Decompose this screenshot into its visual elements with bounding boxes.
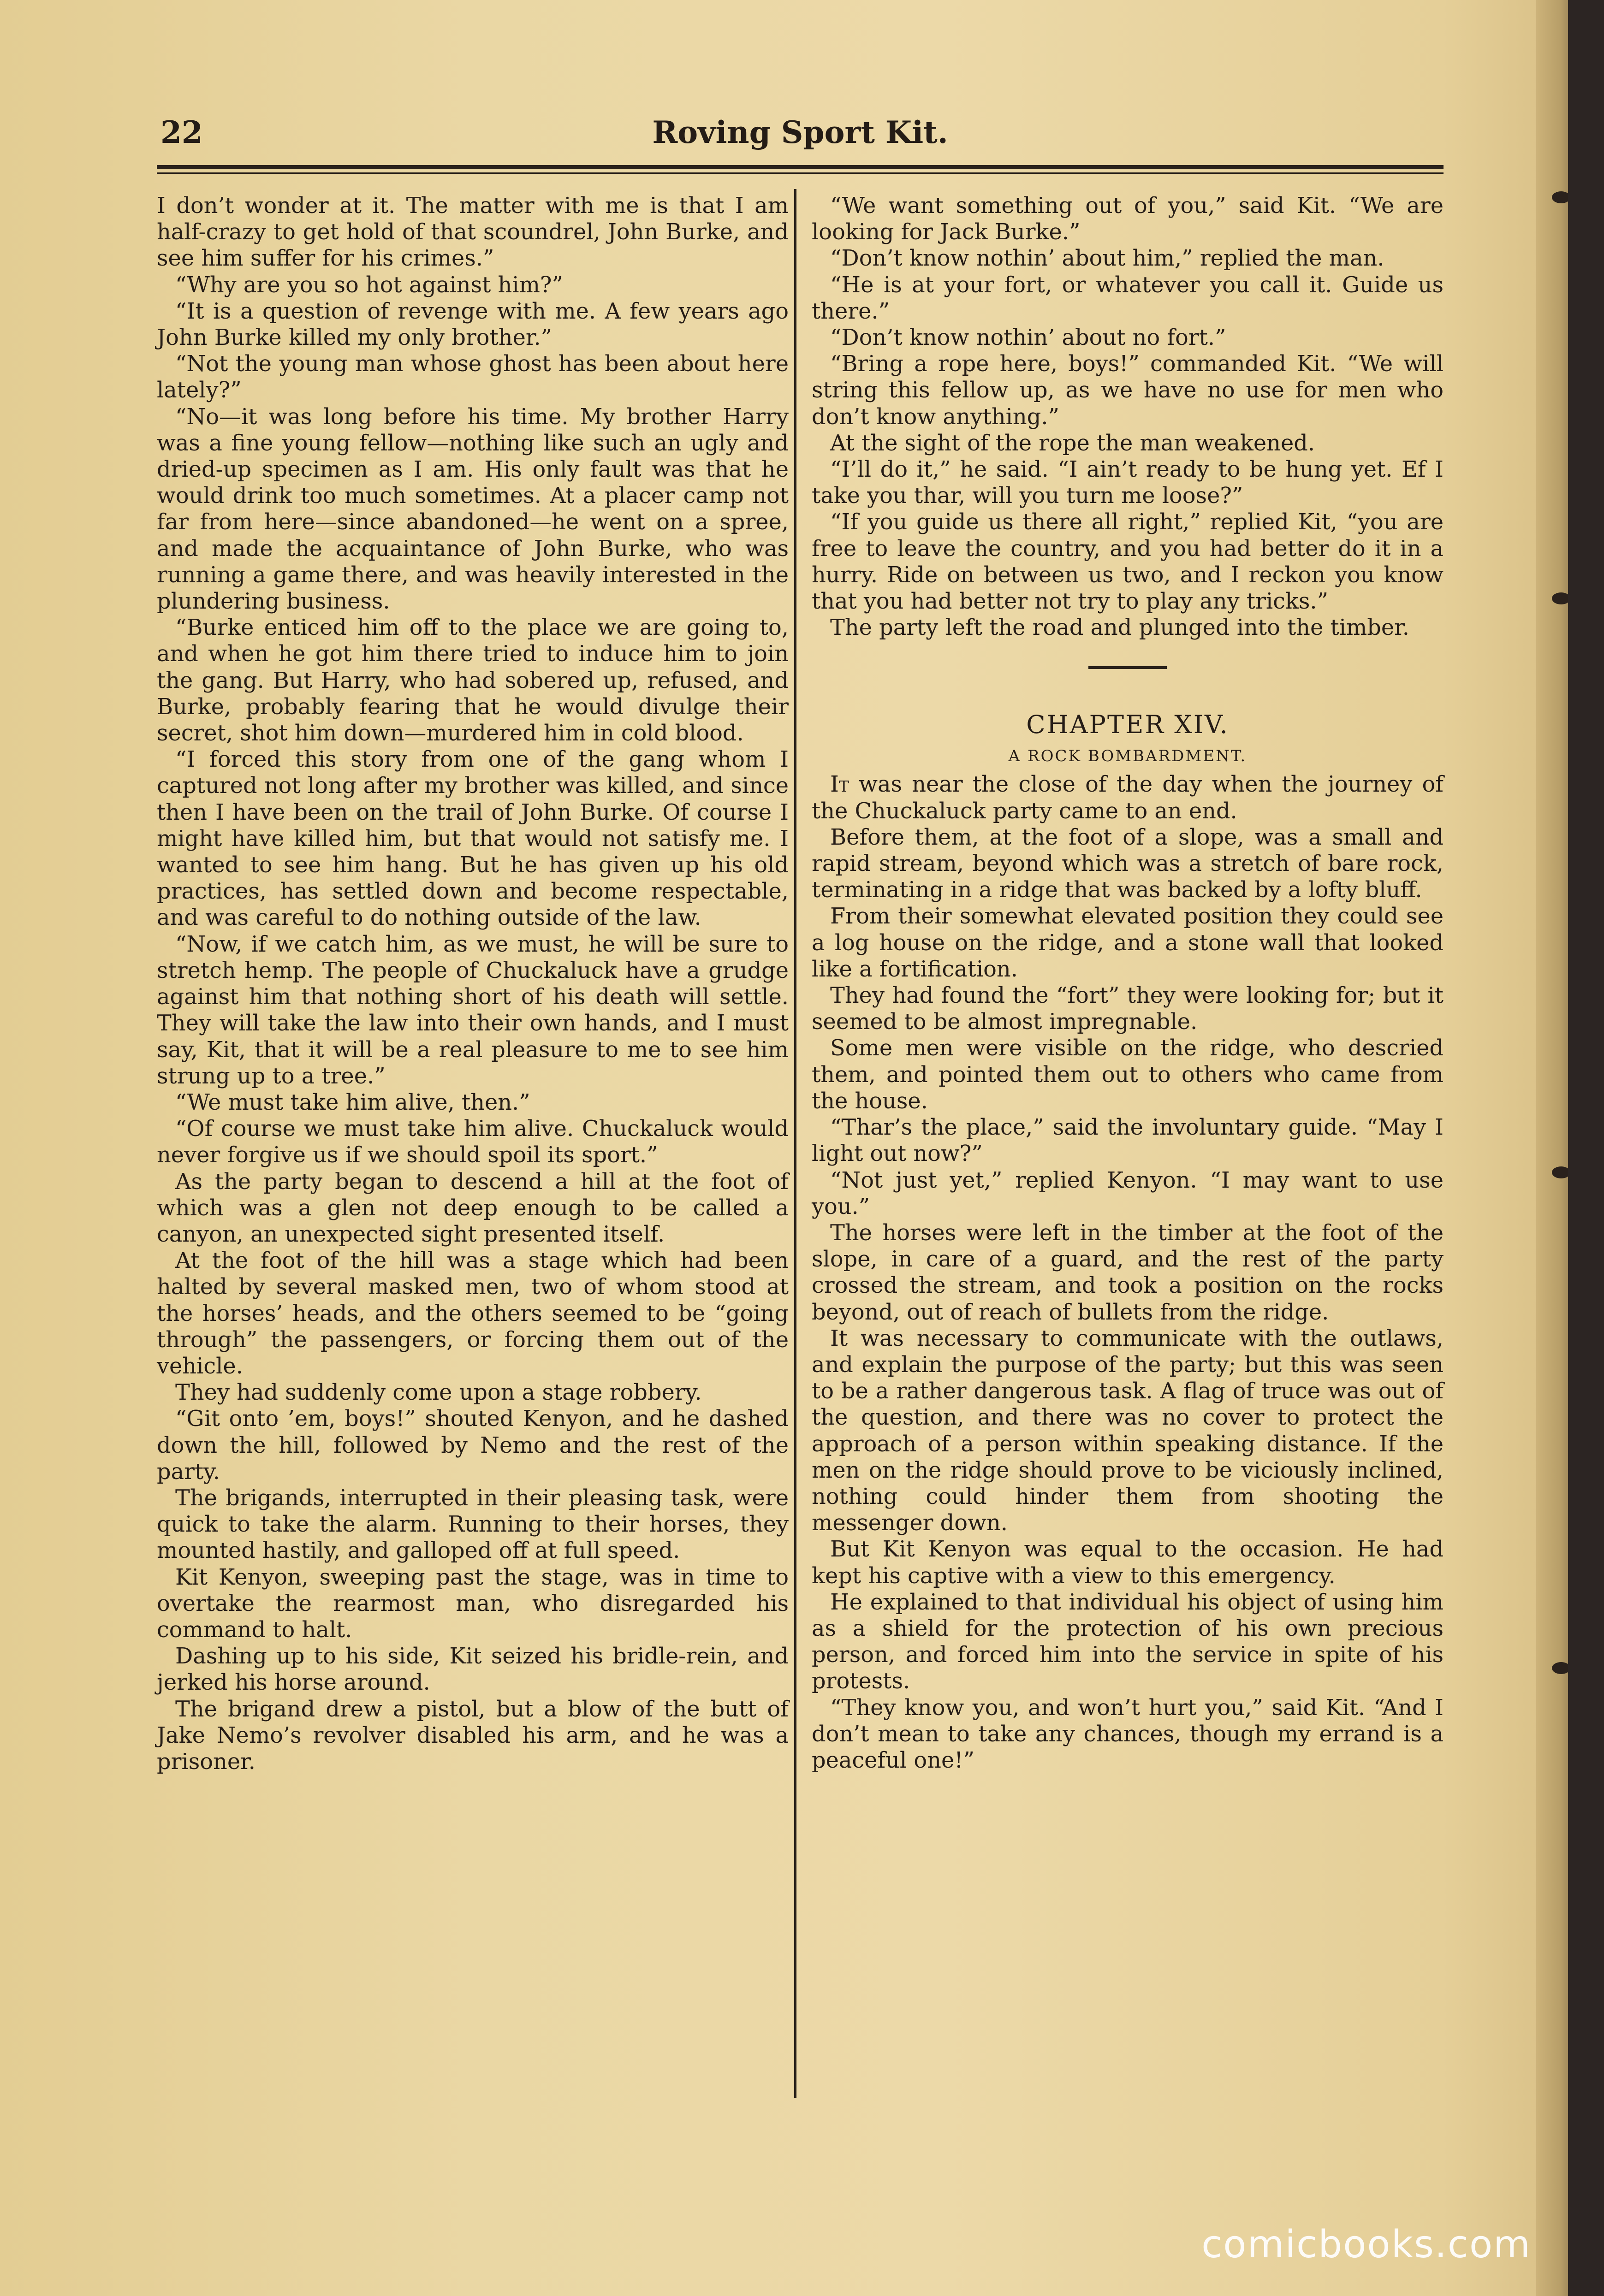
chapter-number: CHAPTER XIV.: [1026, 710, 1229, 740]
paragraph-text: As the party began to descend a hill at the foot of which was a glen not deep enough to be called a canyon, an unexpected sight presented itself.: [157, 1169, 789, 1247]
paragraph-text: “He is at your fort, or whatever you call it. Guide us there.”: [812, 272, 1444, 324]
small-caps-opening: It: [830, 772, 849, 798]
paragraph-text: “We want something out of you,” said Kit. “We are looking for Jack Burke.”: [812, 193, 1444, 245]
right-column-bottom: [812, 771, 1444, 1774]
paragraph-text: “Thar’s the place,” said the involuntary guide. “May I light out now?”: [812, 1115, 1444, 1167]
paragraph: [812, 615, 1444, 641]
paragraph-text: They had suddenly come upon a stage robbery.: [175, 1380, 702, 1406]
paragraph: [812, 193, 1444, 245]
paragraph-text: “I forced this story from one of the gang whom I captured not long after my brother was killed, and since then I have been on the trail of John Burke. Of course I might have killed him, but that would not satisfy me. I wanted to see him hang. But he has given up his old practices, has settled down and become respectable, and was careful to do nothing outside of the law.: [157, 747, 789, 931]
right-column-top: [812, 193, 1444, 641]
paragraph-text: The horses were left in the timber at the foot of the slope, in care of a guard, and the rest of the party crossed the stream, and took a position on the rocks beyond, out of reach of bullets from the ridge.: [812, 1220, 1444, 1325]
page-number: 22: [160, 114, 203, 150]
paragraph-text: “Now, if we catch him, as we must, he will be sure to stretch hemp. The people of Chuckaluck have a grudge against him that nothing short of his death will settle. They will take the law into their own hands, and I must say, Kit, that it will be a real pleasure to me to see him strung up to a tree.”: [157, 931, 789, 1089]
watermark: comicbooks.com: [1201, 2223, 1531, 2266]
paragraph: [812, 1220, 1444, 1326]
paragraph-text: Dashing up to his side, Kit seized his bridle-rein, and jerked his horse around.: [157, 1644, 789, 1696]
paragraph-text: “If you guide us there all right,” replied Kit, “you are free to leave the country, and you had better do it in a hurry. Ride on between us two, and I reckon you know that you had better not try to play any tricks.”: [812, 509, 1444, 615]
paragraph: [812, 1589, 1444, 1695]
paragraph: [812, 509, 1444, 615]
paragraph-text: The party left the road and plunged into the timber.: [830, 615, 1409, 641]
paragraph-text: At the foot of the hill was a stage which had been halted by several masked men, two of whom stood at the horses’ heads, and the others seemed to be “going through” the passengers, or forcing them out of the vehicle.: [157, 1248, 789, 1379]
paragraph: [157, 1696, 789, 1775]
paragraph: [812, 771, 1444, 824]
paragraph-text: Some men were visible on the ridge, who descried them, and pointed them out to others who came from the house.: [812, 1036, 1444, 1114]
paragraph: [157, 351, 789, 403]
column-divider: [794, 189, 796, 2098]
binding-hole: [1552, 191, 1568, 203]
paragraph-text: I don’t wonder at it. The matter with me is that I am half-crazy to get hold of that scoundrel, John Burke, and see him suffer for his crimes.”: [157, 193, 789, 272]
paragraph: [812, 1167, 1444, 1220]
paragraph-text: “They know you, and won’t hurt you,” said Kit. “And I don’t mean to take any chances, though my errand is a peaceful one!”: [812, 1695, 1444, 1773]
paragraph: [812, 1326, 1444, 1537]
paragraph-text: But Kit Kenyon was equal to the occasion. He had kept his captive with a view to this emergency.: [812, 1537, 1444, 1589]
right-column: [812, 193, 1444, 1774]
paragraph: [157, 1089, 789, 1116]
paragraph: [157, 1643, 789, 1696]
binding-hole: [1552, 1662, 1568, 1674]
chapter-title: A ROCK BOMBARDMENT.: [1008, 747, 1247, 766]
paragraph-text: “Burke enticed him off to the place we are going to, and when he got him there tried to induce him to join the gang. But Harry, who had sobered up, refused, and Burke, probably fearing that he would divulge their secret, shot him down—murdered him in cold blood.: [157, 615, 789, 746]
paragraph-text: Kit Kenyon, sweeping past the stage, was in time to overtake the rearmost man, who disregarded his command to halt.: [157, 1564, 789, 1643]
paragraph: [812, 1035, 1444, 1114]
running-header: [157, 105, 1444, 160]
paragraph-text: They had found the “fort” they were looking for; but it seemed to be almost impregnable.: [812, 983, 1444, 1035]
paragraph-text: The brigand drew a pistol, but a blow of the butt of Jake Nemo’s revolver disabled his arm, and he was a prisoner.: [157, 1696, 789, 1775]
paragraph-text: “Don’t know nothin’ about no fort.”: [830, 325, 1226, 351]
paragraph: [812, 351, 1444, 430]
binding-hole: [1552, 592, 1568, 604]
left-column: [157, 193, 789, 1775]
paragraph-text: “We must take him alive, then.”: [175, 1089, 530, 1115]
paragraph: [157, 1169, 789, 1248]
paragraph-text: “Bring a rope here, boys!” commanded Kit. “We will string this fellow up, as we have no use for men who don’t know anything.”: [812, 351, 1444, 430]
paragraph-text: “Don’t know nothin’ about him,” replied the man.: [830, 246, 1384, 272]
paragraph: [812, 456, 1444, 509]
page-edge: [1536, 0, 1568, 2296]
paragraph: [157, 615, 789, 746]
paragraph-text: “Not just yet,” replied Kenyon. “I may want to use you.”: [812, 1167, 1444, 1219]
paragraph: [812, 903, 1444, 982]
paragraph-text: “No—it was long before his time. My brother Harry was a fine young fellow—nothing like such an ugly and dried-up specimen as I am. His only fault was that he would drink too much sometimes. At a placer camp not far from here—since abandoned—he went on a spree, and made the acquaintance of John Burke, who was running a game there, and was heavily interested in the plundering business.: [157, 404, 789, 615]
header-rule: [157, 165, 1444, 169]
running-title: Roving Sport Kit.: [652, 114, 948, 150]
paragraph-text: It was necessary to communicate with the outlaws, and explain the purpose of the party; but this was seen to be a rather dangerous task. A flag of truce was out of the question, and there was no cover to protect the approach of a person within speaking distance. If the men on the ridge should prove to be viciously inclined, nothing could hinder them from shooting the messenger down.: [812, 1326, 1444, 1536]
paragraph: [157, 1564, 789, 1644]
paragraph: [812, 272, 1444, 325]
paragraph-text: “I’ll do it,” he said. “I ain’t ready to be hung yet. Ef I take you thar, will you turn me loose?”: [812, 457, 1444, 509]
paragraph: [812, 325, 1444, 351]
paragraph-text: The brigands, interrupted in their pleasing task, were quick to take the alarm. Running to their horses, they mounted hastily, and galloped off at full speed.: [157, 1485, 789, 1564]
paragraph: [812, 1536, 1444, 1589]
paragraph: [157, 1379, 789, 1406]
paragraph: [157, 272, 789, 298]
paragraph-text: “It is a question of revenge with me. A few years ago John Burke killed my only brother.”: [157, 298, 789, 351]
paragraph-text: At the sight of the rope the man weakened.: [830, 430, 1315, 456]
binding-hole: [1552, 1166, 1568, 1178]
paragraph: [157, 404, 789, 615]
paragraph: [812, 824, 1444, 904]
paragraph-text: From their somewhat elevated position they could see a log house on the ridge, and a stone wall that looked like a fortification.: [812, 904, 1444, 982]
section-separator: [1088, 666, 1167, 669]
header-rule-thin: [157, 172, 1444, 174]
paragraph: [157, 746, 789, 931]
paragraph: [157, 193, 789, 272]
paragraph: [157, 1116, 789, 1168]
paragraph: [812, 245, 1444, 272]
paragraph-text: “Why are you so hot against him?”: [175, 272, 563, 298]
paragraph: [157, 1406, 789, 1485]
paragraph: [157, 931, 789, 1089]
paragraph-text: “Git onto ’em, boys!” shouted Kenyon, and he dashed down the hill, followed by Nemo and the rest of the party.: [157, 1406, 789, 1485]
paragraph: [812, 982, 1444, 1035]
paragraph: [812, 430, 1444, 456]
paragraph: [157, 298, 789, 351]
paragraph-text: was near the close of the day when the journey of the Chuckaluck party came to an end.: [812, 772, 1444, 824]
paragraph: [812, 1695, 1444, 1774]
paragraph-text: “Not the young man whose ghost has been about here lately?”: [157, 351, 789, 403]
paragraph: [812, 1114, 1444, 1167]
paragraph-text: Before them, at the foot of a slope, was a small and rapid stream, beyond which was a stretch of bare rock, terminating in a ridge that was backed by a lofty bluff.: [812, 824, 1444, 903]
paragraph: [157, 1248, 789, 1379]
paragraph-text: “Of course we must take him alive. Chuckaluck would never forgive us if we should spoil its sport.”: [157, 1116, 789, 1168]
paragraph: [157, 1485, 789, 1564]
paragraph-text: He explained to that individual his object of using him as a shield for the protection of his own precious person, and forced him into the service in spite of his protests.: [812, 1589, 1444, 1694]
